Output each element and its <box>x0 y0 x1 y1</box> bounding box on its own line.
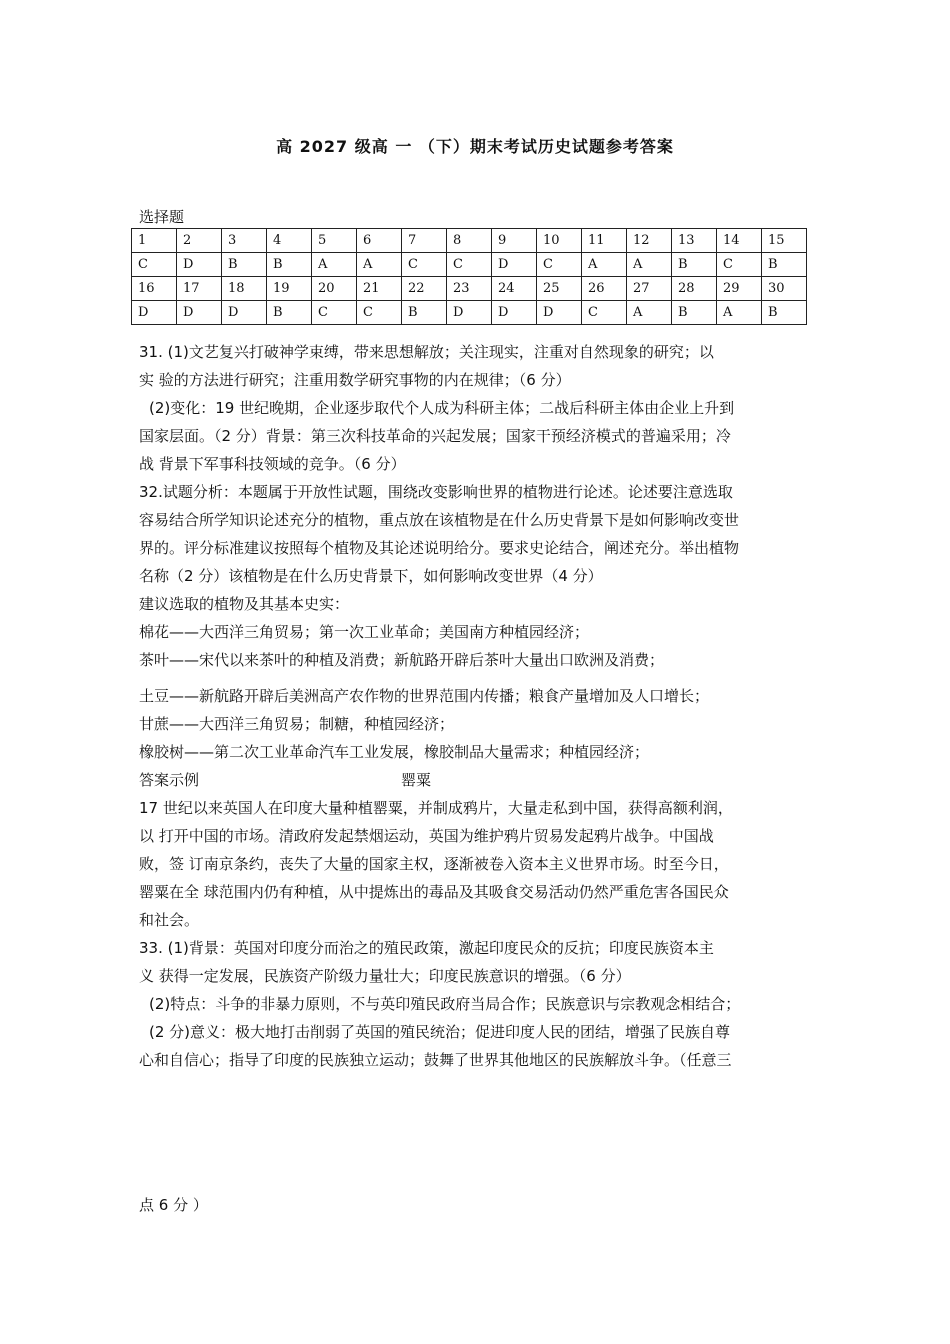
answer-table-cell: 5 <box>312 229 357 253</box>
answer-table-cell: C <box>717 253 762 277</box>
example-line: 罂粟在全 球范围内仍有种植，从中提炼出的毒品及其吸食交易活动仍然严重危害各国民众 <box>139 883 729 901</box>
q33-line: 33. (1)背景：英国对印度分而治之的殖民政策，激起印度民众的反抗；印度民族资本主 <box>139 939 714 957</box>
answer-table-cell: 8 <box>447 229 492 253</box>
plant-cotton: 棉花——大西洋三角贸易；第一次工业革命；美国南方种植园经济； <box>139 623 590 641</box>
answer-table-cell: D <box>177 301 222 325</box>
q33-line: (2)特点：斗争的非暴力原则，不与英印殖民政府当局合作；民族意识与宗教观念相结合； <box>149 995 741 1013</box>
answer-table-cell: C <box>357 301 402 325</box>
q32-line: 名称（2 分）该植物是在什么历史背景下，如何影响改变世界（4 分） <box>139 567 603 585</box>
example-line: 败，签 订南京条约，丧失了大量的国家主权，逐渐被卷入资本主义世界市场。时至今日， <box>139 855 729 873</box>
answer-table-cell: C <box>312 301 357 325</box>
answer-table-cell: 14 <box>717 229 762 253</box>
q31-line: (2)变化：19 世纪晚期，企业逐步取代个人成为科研主体；二战后科研主体由企业上升到 <box>149 399 735 417</box>
answer-table-cell: 24 <box>492 277 537 301</box>
answer-table-cell: A <box>717 301 762 325</box>
answer-table-cell: C <box>537 253 582 277</box>
answer-table-cell: B <box>402 301 447 325</box>
q33-line: 心和自信心；指导了印度的民族独立运动；鼓舞了世界其他地区的民族解放斗争。（任意三 <box>139 1051 732 1069</box>
answer-table-cell: C <box>402 253 447 277</box>
answer-table-cell: 20 <box>312 277 357 301</box>
example-line: 和社会。 <box>139 911 200 929</box>
plant-rubber: 橡胶树——第二次工业革命汽车工业发展，橡胶制品大量需求；种植园经济； <box>139 743 650 761</box>
answer-table-cell: B <box>672 253 717 277</box>
answer-table-cell: 19 <box>267 277 312 301</box>
example-line: 以 打开中国的市场。清政府发起禁烟运动，英国为维护鸦片贸易发起鸦片战争。中国战 <box>139 827 714 845</box>
answer-table-cell: 22 <box>402 277 447 301</box>
example-plant: 罂粟 <box>401 771 432 789</box>
answer-table-cell: A <box>312 253 357 277</box>
answer-body <box>139 338 829 1074</box>
answer-table-cell: 26 <box>582 277 627 301</box>
q33-line: 义 获得一定发展，民族资产阶级力量壮大；印度民族意识的增强。（6 分） <box>139 967 631 985</box>
example-line: 17 世纪以来英国人在印度大量种植罂粟，并制成鸦片，大量走私到中国，获得高额利润， <box>139 799 733 817</box>
answer-table-row <box>132 277 807 301</box>
answer-table-cell: D <box>132 301 177 325</box>
answer-table-cell: B <box>222 253 267 277</box>
plant-potato: 土豆——新航路开辟后美洲高产农作物的世界范围内传播；粮食产量增加及人口增长； <box>139 687 710 705</box>
plant-tea: 茶叶——宋代以来茶叶的种植及消费；新航路开辟后茶叶大量出口欧洲及消费； <box>139 651 665 669</box>
answer-table-cell: D <box>222 301 267 325</box>
answer-table-cell: 7 <box>402 229 447 253</box>
answer-table-row <box>132 301 807 325</box>
answer-table-cell: 18 <box>222 277 267 301</box>
answer-table-row <box>132 253 807 277</box>
answer-table-cell: 21 <box>357 277 402 301</box>
answer-table-cell: B <box>267 301 312 325</box>
q31-line: 国家层面。（2 分）背景：第三次科技革命的兴起发展；国家干预经济模式的普遍采用；冷 <box>139 427 731 445</box>
answer-table-cell: 27 <box>627 277 672 301</box>
q32-line: 32.试题分析：本题属于开放性试题，围绕改变影响世界的植物进行论述。论述要注意选取 <box>139 483 733 501</box>
answer-table-cell: 11 <box>582 229 627 253</box>
q32-line: 容易结合所学知识论述充分的植物，重点放在该植物是在什么历史背景下是如何影响改变世 <box>139 511 740 529</box>
page-title: 高 2027 级高 一 （下）期末考试历史试题参考答案 <box>276 137 674 156</box>
answer-table-cell: D <box>447 301 492 325</box>
answer-table-cell: A <box>582 253 627 277</box>
answer-table-cell: A <box>627 301 672 325</box>
multiple-choice-label: 选择题 <box>139 208 185 226</box>
answer-table-cell: B <box>267 253 312 277</box>
plant-sugarcane: 甘蔗——大西洋三角贸易；制糖，种植园经济； <box>139 715 455 733</box>
q31-line: 实 验的方法进行研究；注重用数学研究事物的内在规律；（6 分） <box>139 371 571 389</box>
answer-table-cell: 23 <box>447 277 492 301</box>
answer-table-cell: 17 <box>177 277 222 301</box>
answer-table-cell: A <box>357 253 402 277</box>
example-label: 答案示例 <box>139 771 200 789</box>
answer-table-cell: B <box>672 301 717 325</box>
answer-table-cell: 9 <box>492 229 537 253</box>
answer-table-cell: D <box>537 301 582 325</box>
answer-table-cell: 16 <box>132 277 177 301</box>
answer-table-cell: 15 <box>762 229 807 253</box>
answer-table-cell: A <box>627 253 672 277</box>
answer-table-cell: B <box>762 253 807 277</box>
q32-line: 建议选取的植物及其基本史实： <box>139 595 350 613</box>
q33-tail: 点 6 分 ） <box>139 1196 208 1214</box>
answer-table-cell: D <box>177 253 222 277</box>
q31-line: 31. (1)文艺复兴打破神学束缚，带来思想解放；关注现实，注重对自然现象的研究；以 <box>139 343 714 361</box>
answer-table-cell: B <box>762 301 807 325</box>
q31-line: 战 背景下军事科技领域的竞争。（6 分） <box>139 455 406 473</box>
q33-line: (2 分)意义：极大地打击削弱了英国的殖民统治；促进印度人民的团结，增强了民族自尊 <box>149 1023 731 1041</box>
answer-table-cell: C <box>132 253 177 277</box>
answer-table-cell: C <box>582 301 627 325</box>
answer-table-row <box>132 229 807 253</box>
answer-table-cell: C <box>447 253 492 277</box>
answer-table-cell: 13 <box>672 229 717 253</box>
answer-table-cell: D <box>492 301 537 325</box>
q32-line: 界的。评分标准建议按照每个植物及其论述说明给分。要求史论结合，阐述充分。举出植物 <box>139 539 740 557</box>
answer-table-cell: 3 <box>222 229 267 253</box>
answer-table-cell: 30 <box>762 277 807 301</box>
answer-table-cell: 10 <box>537 229 582 253</box>
answer-table-cell: 12 <box>627 229 672 253</box>
answer-table-cell: 2 <box>177 229 222 253</box>
answer-table-cell: 28 <box>672 277 717 301</box>
answer-table <box>131 228 807 325</box>
example-heading <box>139 766 829 794</box>
answer-table-cell: D <box>492 253 537 277</box>
answer-table-cell: 4 <box>267 229 312 253</box>
answer-table-cell: 1 <box>132 229 177 253</box>
answer-table-cell: 29 <box>717 277 762 301</box>
answer-table-cell: 25 <box>537 277 582 301</box>
answer-table-cell: 6 <box>357 229 402 253</box>
